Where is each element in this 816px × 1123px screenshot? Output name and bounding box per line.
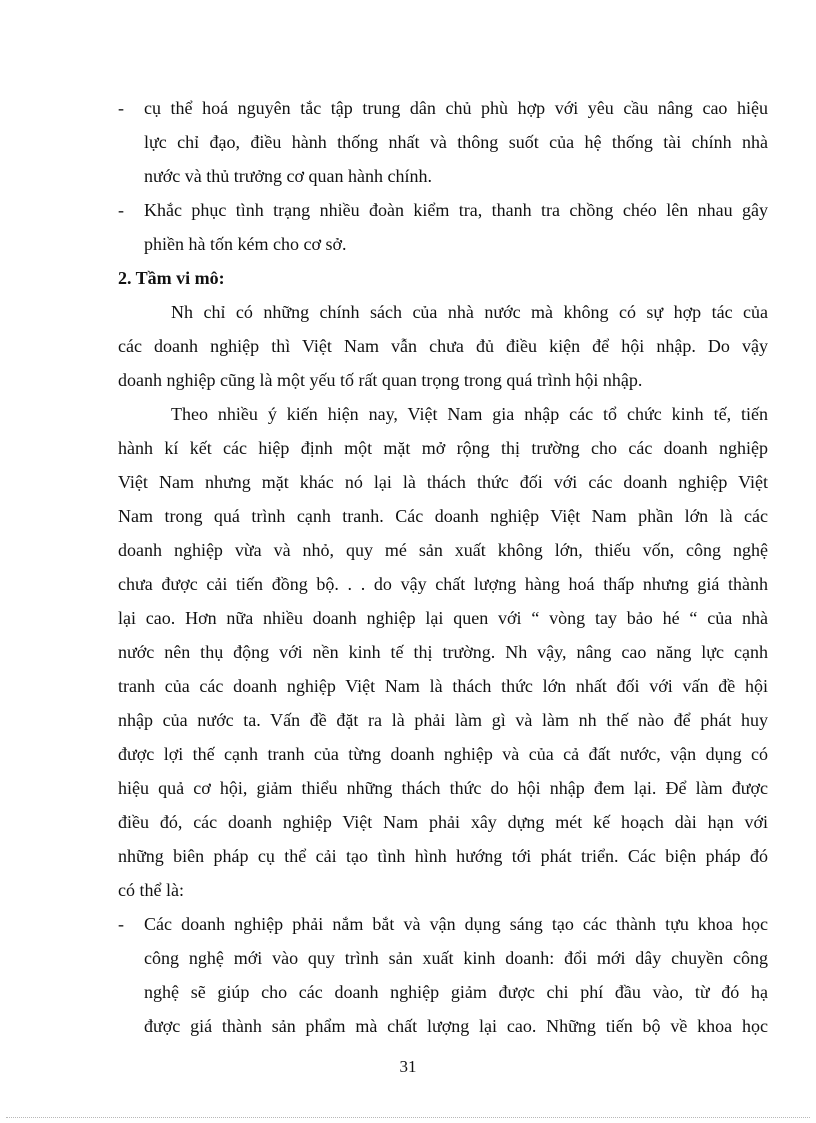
- text-line: nghệ sẽ giúp cho các doanh nghiệp giảm được chi phí đầu vào, từ đó hạ: [144, 982, 768, 1002]
- text-line: nhập của nước ta. Vấn đề đặt ra là phải làm gì và làm nh thế nào để phát huy: [118, 710, 768, 730]
- bullet-dash: -: [118, 98, 124, 118]
- text-line: Theo nhiều ý kiến hiện nay, Việt Nam gia nhập các tổ chức kinh tế, tiến: [171, 404, 768, 424]
- text-line: điều đó, các doanh nghiệp Việt Nam phải xây dựng mét kế hoạch dài hạn với: [118, 812, 768, 832]
- page-bottom-rule: [6, 1117, 810, 1118]
- text-line: nước và thủ trưởng cơ quan hành chính.: [144, 166, 432, 186]
- text-line: hành kí kết các hiệp định một mặt mở rộng thị trường cho các doanh nghiệp: [118, 438, 768, 458]
- text-line: Việt Nam nhưng mặt khác nó lại là thách thức đối với các doanh nghiệp Việt: [118, 472, 768, 492]
- text-line: công nghệ mới vào quy trình sản xuất kinh doanh: đổi mới dây chuyền công: [144, 948, 768, 968]
- text-line: được lợi thế cạnh tranh của từng doanh nghiệp và của cả đất nước, vận dụng có: [118, 744, 768, 764]
- text-line: Nam trong quá trình cạnh tranh. Các doanh nghiệp Việt Nam phần lớn là các: [118, 506, 768, 526]
- page-body: [118, 91, 768, 1043]
- text-line: lực chỉ đạo, điều hành thống nhất và thông suốt của hệ thống tài chính nhà: [144, 132, 768, 152]
- text-line: Nh chỉ có những chính sách của nhà nước mà không có sự hợp tác của: [171, 302, 768, 322]
- text-line: phiền hà tốn kém cho cơ sở.: [144, 234, 347, 254]
- text-line: tranh của các doanh nghiệp Việt Nam là thách thức lớn nhất đối với vấn đề hội: [118, 676, 768, 696]
- section-heading: 2. Tầm vi mô:: [118, 268, 225, 288]
- text-line: được giá thành sản phẩm mà chất lượng lại cao. Những tiến bộ về khoa học: [144, 1016, 768, 1036]
- text-line: cụ thể hoá nguyên tắc tập trung dân chủ phù hợp với yêu cầu nâng cao hiệu: [144, 98, 768, 118]
- text-line: Các doanh nghiệp phải nắm bắt và vận dụng sáng tạo các thành tựu khoa học: [144, 914, 768, 934]
- text-line: doanh nghiệp vừa và nhỏ, quy mé sản xuất không lớn, thiếu vốn, công nghệ: [118, 540, 768, 560]
- page-number: 31: [399, 1057, 417, 1076]
- bullet-item-line: [118, 193, 768, 227]
- text-line: doanh nghiệp cũng là một yếu tố rất quan trọng trong quá trình hội nhập.: [118, 370, 643, 390]
- text-line: lại cao. Hơn nữa nhiều doanh nghiệp lại quen với “ vòng tay bảo hé “ của nhà: [118, 608, 768, 628]
- bullet-item-line: [118, 91, 768, 125]
- text-line: Khắc phục tình trạng nhiều đoàn kiểm tra, thanh tra chồng chéo lên nhau gây: [144, 200, 768, 220]
- bullet-dash: -: [118, 914, 124, 934]
- text-line: hiệu quả cơ hội, giảm thiểu những thách thức do hội nhập đem lại. Để làm được: [118, 778, 768, 798]
- text-line: có thể là:: [118, 880, 184, 900]
- text-line: những biên pháp cụ thể cải tạo tình hình hướng tới phát triển. Các biện pháp đó: [118, 846, 768, 866]
- text-line: các doanh nghiệp thì Việt Nam vẫn chưa đủ điều kiện để hội nhập. Do vậy: [118, 336, 768, 356]
- text-line: chưa được cải tiến đồng bộ. . . do vậy chất lượng hàng hoá thấp nhưng giá thành: [118, 574, 768, 594]
- bullet-dash: -: [118, 200, 124, 220]
- text-line: nước nên thụ động với nền kinh tế thị trường. Nh vậy, nâng cao năng lực cạnh: [118, 642, 768, 662]
- bullet-item-line: [118, 907, 768, 941]
